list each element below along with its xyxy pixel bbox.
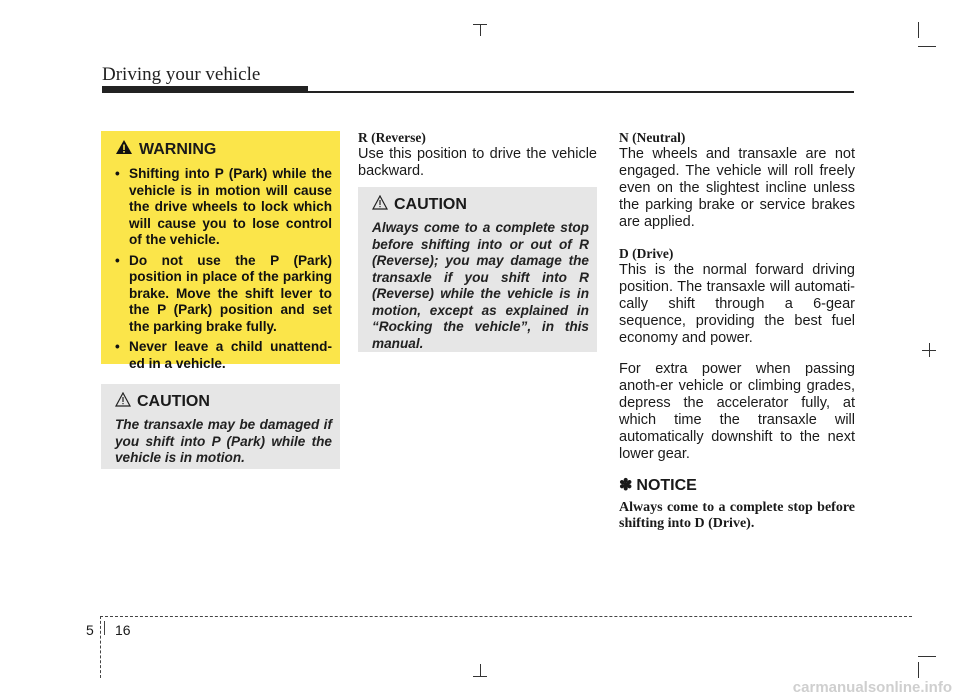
page-section-number: 5 xyxy=(86,622,94,638)
caution-box-park xyxy=(101,384,340,469)
neutral-text: The wheels and transaxle are not engaged. The vehicle will roll freely even on the slightest incline unless the parking brake or service brakes are applied. xyxy=(619,146,855,230)
warning-box xyxy=(101,131,340,371)
caution-text: The transaxle may be damaged if you shift into P (Park) while the vehicle is in motion. xyxy=(115,417,332,465)
caution-box-reverse xyxy=(358,187,597,352)
warning-triangle-icon xyxy=(115,139,133,160)
drive-text: This is the normal forward driving position. The transaxle will automati-cally shift through a 6-gear sequence, providing the best fuel economy and power. xyxy=(619,262,855,346)
notice-heading-label: NOTICE xyxy=(636,477,697,494)
caution-heading-label: CAUTION xyxy=(137,393,210,410)
caution-heading xyxy=(372,195,589,215)
warning-item: • Do not use the P (Park) position in place of the parking brake. Move the shift lever to the P (Park) position and set the parking brake fully. xyxy=(115,252,332,334)
warning-list xyxy=(109,166,332,372)
caution-triangle-icon xyxy=(372,195,388,215)
footer-rule xyxy=(100,616,912,617)
reverse-title: R (Reverse) xyxy=(358,130,426,145)
gear-positions-column xyxy=(619,129,855,532)
warning-item: • Shifting into P (Park) while the vehicle is in motion will cause the drive wheels to lock which will cause you to lose control of the vehicle. xyxy=(115,166,332,247)
watermark: carmanualsonline.info xyxy=(792,679,952,696)
caution-heading-label: CAUTION xyxy=(394,196,467,213)
footer-separator xyxy=(104,621,105,635)
warning-item: • Never leave a child unattend-ed in a vehicle. xyxy=(115,339,332,371)
caution-text: Always come to a complete stop before shifting into or out of R (Reverse); you may damage the transaxle if you shift into R (Reverse) while the vehicle is in motion, except as explained in “Rocking the vehicle”, in this manual. xyxy=(372,220,589,351)
neutral-title: N (Neutral) xyxy=(619,130,686,145)
warning-heading xyxy=(115,139,332,160)
reverse-section xyxy=(358,129,597,180)
notice-heading xyxy=(619,477,855,494)
warning-heading-label: WARNING xyxy=(139,140,217,158)
caution-triangle-icon xyxy=(115,392,131,412)
page-number: 16 xyxy=(115,622,131,638)
footer-vertical-rule xyxy=(100,616,101,678)
reverse-text: Use this position to drive the vehicle backward. xyxy=(358,146,597,179)
notice-text: Always come to a complete stop before shifting into D (Drive). xyxy=(619,500,855,531)
page-header-title: Driving your vehicle xyxy=(102,64,261,85)
drive-extra-power-text: For extra power when passing anoth-er vehicle or climbing grades, depress the accelerator fully, at which time the transaxle will automatically downshift to the next lower gear. xyxy=(619,361,855,462)
header-rule xyxy=(102,91,854,93)
caution-heading xyxy=(115,392,332,412)
drive-title: D (Drive) xyxy=(619,246,674,261)
notice-symbol-icon: ✽ xyxy=(619,477,633,494)
